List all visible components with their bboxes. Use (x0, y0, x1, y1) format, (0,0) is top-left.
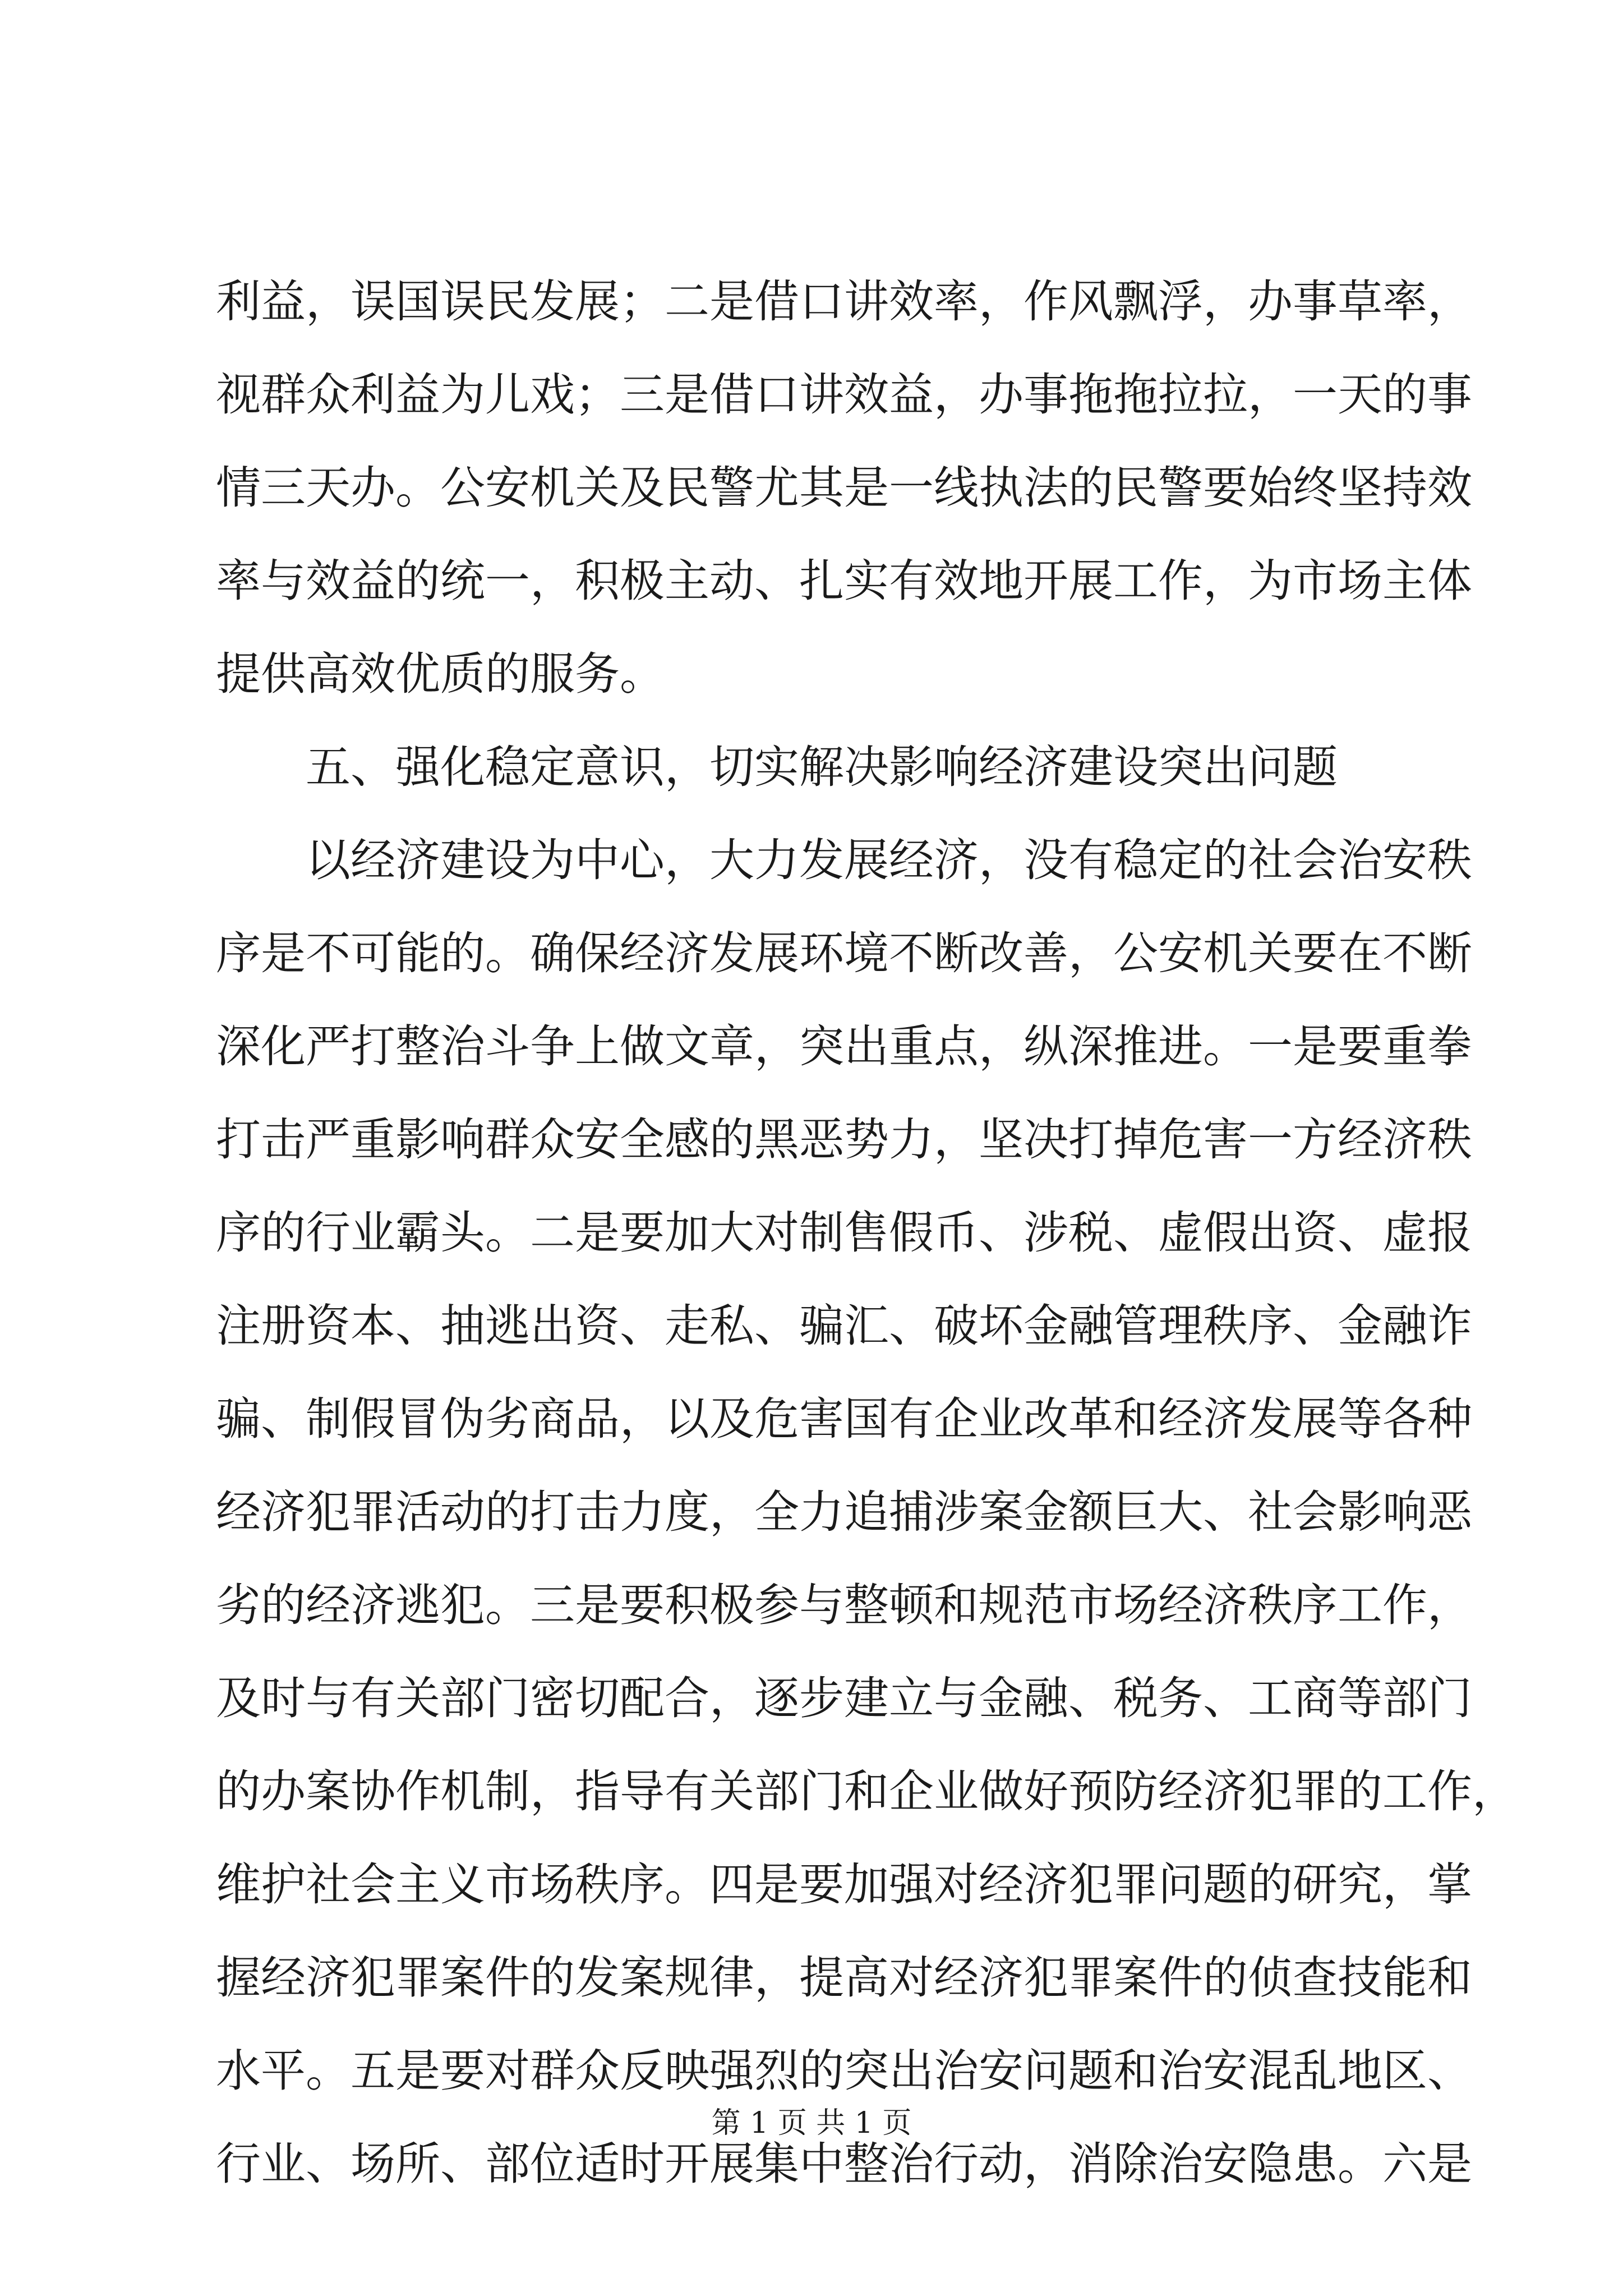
text-line: 骗、制假冒伪劣商品，以及危害国有企业改革和经济发展等各种 (216, 1393, 1472, 1445)
section-heading: 五、强化稳定意识，切实解决影响经济建设突出问题 (306, 741, 1338, 793)
text-line: 利益，误国误民发展；二是借口讲效率，作风飘浮，办事草率， (216, 275, 1472, 328)
text-line: 打击严重影响群众安全感的黑恶势力，坚决打掉危害一方经济秩 (216, 1114, 1472, 1166)
text-line: 以经济建设为中心，大力发展经济，没有稳定的社会治安秩 (306, 834, 1472, 886)
text-line: 行业、场所、部位适时开展集中整治行动，消除治安隐患。六是 (216, 2138, 1472, 2190)
text-line: 的办案协作机制，指导有关部门和企业做好预防经济犯罪的工作， (216, 1765, 1517, 1818)
text-line: 率与效益的统一，积极主动、扎实有效地开展工作，为市场主体 (216, 555, 1472, 607)
text-line: 注册资本、抽逃出资、走私、骗汇、破坏金融管理秩序、金融诈 (216, 1300, 1472, 1352)
text-line: 经济犯罪活动的打击力度，全力追捕涉案金额巨大、社会影响恶 (216, 1486, 1472, 1538)
text-line: 视群众利益为儿戏；三是借口讲效益，办事拖拖拉拉，一天的事 (216, 369, 1472, 421)
text-line: 及时与有关部门密切配合，逐步建立与金融、税务、工商等部门 (216, 1672, 1472, 1724)
text-line: 维护社会主义市场秩序。四是要加强对经济犯罪问题的研究，掌 (216, 1858, 1472, 1911)
text-line: 深化严打整治斗争上做文章，突出重点，纵深推进。一是要重拳 (216, 1020, 1472, 1073)
page-footer: 第 1 页 共 1 页 (711, 2106, 912, 2140)
paragraph-continuation (216, 255, 1472, 721)
text-line: 情三天办。公安机关及民警尤其是一线执法的民警要始终坚持效 (216, 462, 1472, 514)
text-line: 劣的经济逃犯。三是要积极参与整顿和规范市场经济秩序工作， (216, 1579, 1472, 1631)
text-line: 序的行业霸头。二是要加大对制售假币、涉税、虚假出资、虚报 (216, 1207, 1472, 1259)
text-line: 序是不可能的。确保经济发展环境不断改善，公安机关要在不断 (216, 927, 1472, 979)
paragraph-section-five (216, 814, 1517, 2211)
document-body (216, 255, 1517, 2211)
text-line: 提供高效优质的服务。 (216, 648, 665, 700)
text-line: 握经济犯罪案件的发案规律，提高对经济犯罪案件的侦查技能和 (216, 1952, 1472, 2004)
text-line: 水平。五是要对群众反映强烈的突出治安问题和治安混乱地区、 (216, 2045, 1472, 2097)
